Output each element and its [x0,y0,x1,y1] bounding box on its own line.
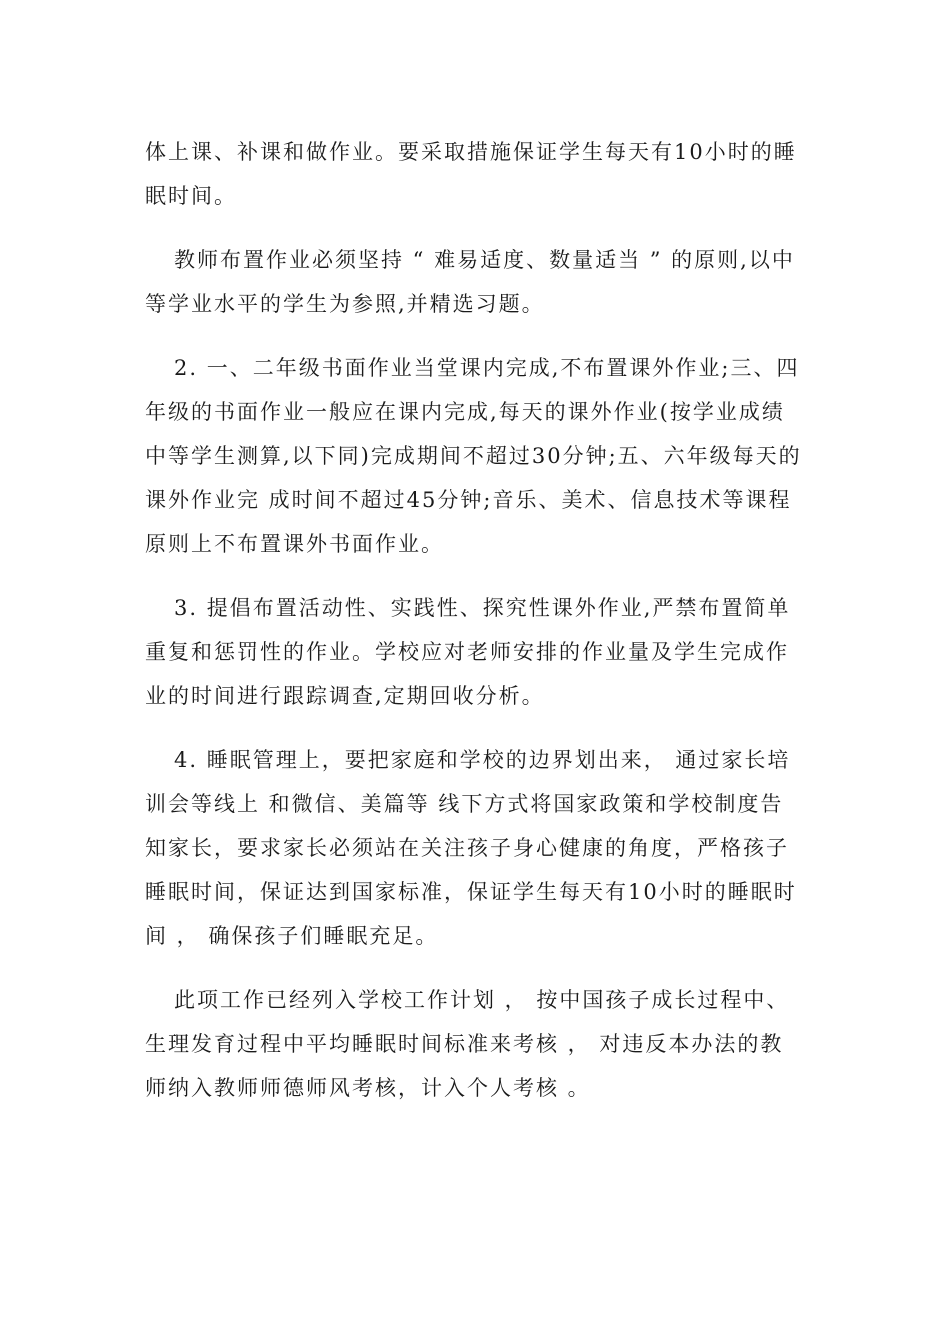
paragraph-continuation: 体上课、补课和做作业。要采取措施保证学生每天有10小时的睡眠时间。 [145,140,797,208]
paragraph-homework-principle: 教师布置作业必须坚持 “ 难易适度、数量适当 ” 的原则,以中等学业水平的学生为参照,并精选习题。 [145,248,795,316]
document-body [145,130,805,1130]
paragraph-item-2: 2. 一、二年级书面作业当堂课内完成,不布置课外作业;三、四年级的书面作业一般应在课内完成,每天的课外作业(按学业成绩中等学生测算,以下同)完成期间不超过30分钟;五、六年级每天的课外作业完 成时间不超过45分钟;音乐、美术、信息技术等课程原则上不布置课外书面作业。 [145,356,802,556]
paragraph-assessment: 此项工作已经列入学校工作计划 ， 按中国孩子成长过程中、生理发育过程中平均睡眠时间标准来考核 ， 对违反本办法的教师纳入教师师德师风考核，计入个人考核 。 [145,988,790,1100]
paragraph-item-3: 3. 提倡布置活动性、实践性、探究性课外作业,严禁布置简单重复和惩罚性的作业。学校应对老师安排的作业量及学生完成作业的时间进行跟踪调查,定期回收分析。 [145,596,791,708]
paragraph-item-4: 4. 睡眠管理上，要把家庭和学校的边界划出来， 通过家长培训会等线上 和微信、美篇等 线下方式将国家政策和学校制度告知家长，要求家长必须站在关注孩子身心健康的角度，严格孩子睡眠时间，保证达到国家标准，保证学生每天有10小时的睡眠时间 ， 确保孩子们睡眠充足。 [145,748,797,948]
